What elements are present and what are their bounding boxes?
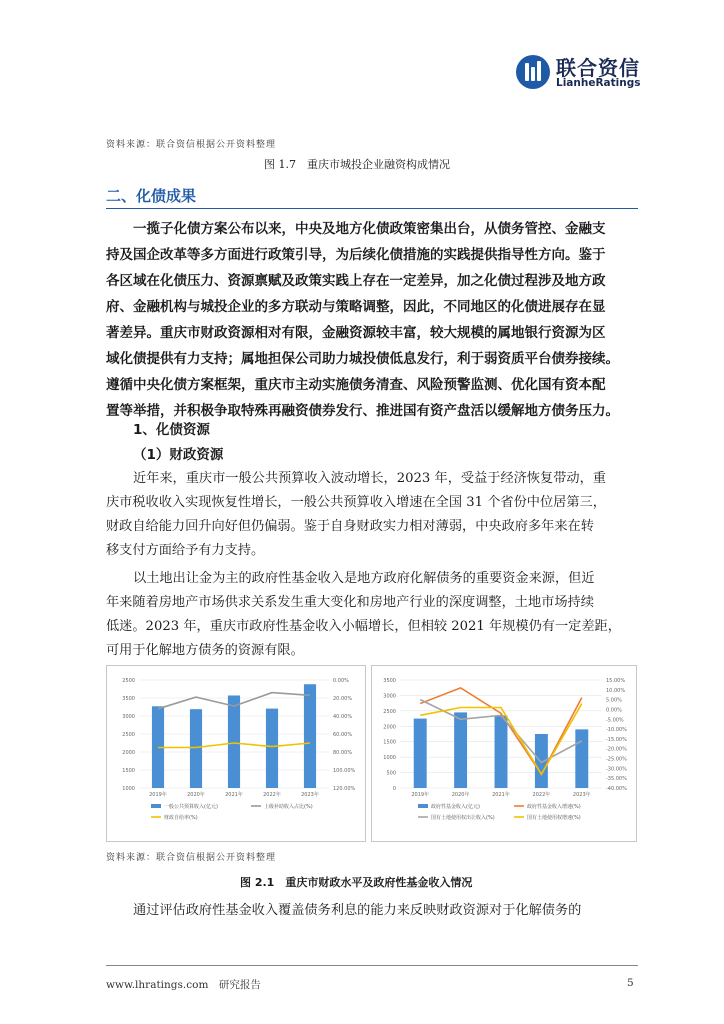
footer-divider bbox=[106, 965, 638, 966]
x-tick-label: 2021年 bbox=[225, 792, 243, 798]
y2-tick-label: 0.00% bbox=[333, 678, 349, 684]
summary-line: 域化债提供有力支持；属地担保公司助力城投债低息发行，利于弱资质平台债券接续。 bbox=[106, 351, 619, 367]
summary-line: 府、金融机构与城投企业的多方联动与策略调整，因此，不同地区的化债进展存在显 bbox=[106, 299, 606, 315]
chart-fund-revenue-svg bbox=[372, 666, 636, 841]
figure-caption-2-1: 图 2.1 重庆市财政水平及政府性基金收入情况 bbox=[240, 876, 473, 889]
y-tick-label: 3000 bbox=[122, 714, 135, 720]
y2-tick-label: 100.00% bbox=[333, 768, 356, 774]
y-tick-label: 2000 bbox=[383, 724, 396, 731]
body-line: 移支付方面给予有力支持。 bbox=[106, 543, 265, 558]
body-line: 年来随着房地产市场供求关系发生重大变化和房地产行业的深度调整，土地市场持续 bbox=[106, 595, 594, 610]
y-tick-label: 2500 bbox=[122, 732, 135, 738]
x-tick-label: 2022年 bbox=[532, 792, 551, 798]
bar bbox=[228, 695, 240, 788]
x-tick-label: 2021年 bbox=[492, 792, 510, 798]
body-line: 财政自给能力回升向好但仍偏弱。鉴于自身财政实力相对薄弱，中央政府多年来在转 bbox=[106, 519, 594, 534]
bar bbox=[190, 709, 202, 788]
x-tick-label: 2023年 bbox=[301, 792, 319, 798]
y2-tick-label: 5.00% bbox=[606, 697, 622, 704]
chart-fund-revenue bbox=[371, 665, 637, 842]
section-divider bbox=[106, 208, 638, 209]
y-tick-label: 500 bbox=[386, 770, 396, 777]
fiscal-paragraph-2 bbox=[106, 567, 638, 663]
body-line: 近年来，重庆市一般公共预算收入波动增长，2023 年，受益于经济恢复带动，重 bbox=[133, 471, 606, 486]
bar bbox=[304, 684, 316, 788]
y-tick-label: 2500 bbox=[383, 708, 396, 715]
y-tick-label: 1500 bbox=[383, 739, 396, 746]
y2-tick-label: 10.00% bbox=[606, 687, 626, 694]
source-note-top: 资料来源：联合资信根据公开资料整理 bbox=[106, 140, 277, 150]
y-tick-label: 2000 bbox=[122, 750, 135, 756]
legend-swatch bbox=[418, 804, 428, 808]
legend-label: 政府性基金收入增速(%) bbox=[527, 804, 581, 810]
company-logo bbox=[516, 52, 646, 94]
x-tick-label: 2022年 bbox=[263, 792, 281, 798]
y2-tick-label: -5.00% bbox=[606, 717, 624, 724]
legend-label: 国有土地使用权增速(%) bbox=[527, 815, 581, 821]
subheading-fiscal: （1）财政资源 bbox=[133, 447, 224, 463]
y2-tick-label: 40.00% bbox=[333, 714, 353, 720]
chart-fiscal-revenue-svg bbox=[107, 666, 365, 841]
y-tick-label: 1500 bbox=[122, 768, 135, 774]
y2-tick-label: -25.00% bbox=[606, 756, 627, 763]
summary-line: 著差异。重庆市财政资源相对有限，金融资源较丰富，较大规模的属地银行资源为区 bbox=[106, 325, 606, 341]
section-heading: 二、化债成果 bbox=[106, 187, 197, 205]
logo-cn-text: 联合资信 bbox=[556, 56, 640, 80]
legend-label: 上级补助收入占比(%) bbox=[264, 804, 313, 810]
summary-line: 持及国企改革等多方面进行政策引导，为后续化债措施的实践提供指导性方向。鉴于 bbox=[106, 247, 606, 263]
y2-tick-label: -15.00% bbox=[606, 736, 627, 743]
summary-line: 一揽子化债方案公布以来，中央及地方化债政策密集出台，从债务管控、金融支 bbox=[133, 221, 606, 237]
body-line: 低迷。2023 年，重庆市政府性基金收入小幅增长，但相较 2021 年规模仍有一定差距， bbox=[106, 619, 621, 634]
y2-tick-label: 0.00% bbox=[606, 707, 622, 714]
legend-swatch bbox=[151, 804, 161, 808]
legend-label: 国有土地使用权出让收入(%) bbox=[431, 815, 495, 821]
y-tick-label: 2500 bbox=[122, 678, 135, 684]
bar bbox=[454, 712, 467, 788]
fiscal-paragraph-1 bbox=[106, 467, 638, 563]
y2-tick-label: -35.00% bbox=[606, 776, 627, 783]
subheading-resources: 1、化债资源 bbox=[133, 422, 210, 438]
bar bbox=[495, 715, 508, 788]
bar bbox=[266, 709, 278, 788]
y2-tick-label: 80.00% bbox=[333, 750, 353, 756]
chart-fiscal-revenue bbox=[106, 665, 366, 842]
y2-tick-label: -40.00% bbox=[606, 786, 627, 792]
legend-label: 财政自给率(%) bbox=[164, 815, 198, 821]
y2-tick-label: 20.00% bbox=[333, 696, 353, 702]
body-line: 庆市税收收入实现恢复性增长，一般公共预算收入增速在全国 31 个省份中位居第三， bbox=[106, 495, 606, 510]
footer-site: www.lhratings.com 研究报告 bbox=[106, 979, 261, 991]
summary-line: 遵循中央化债方案框架，重庆市主动实施债务清查、风险预警监测、优化国有资本配 bbox=[106, 377, 606, 393]
y-tick-label: 0 bbox=[392, 786, 396, 792]
source-note-bottom: 资料来源：联合资信根据公开资料整理 bbox=[106, 853, 277, 863]
y2-tick-label: 120.00% bbox=[333, 786, 356, 792]
y-tick-label: 3000 bbox=[383, 693, 396, 700]
figure-caption-1-7: 图 1.7 重庆市城投企业融资构成情况 bbox=[264, 158, 450, 171]
y2-tick-label: 60.00% bbox=[333, 732, 353, 738]
summary-line: 置等举措，并积极争取特殊再融资债券发行、推进国有资产盘活以缓解地方债务压力。 bbox=[106, 403, 619, 419]
x-tick-label: 2023年 bbox=[572, 792, 591, 798]
y-tick-label: 1000 bbox=[122, 786, 135, 792]
bar bbox=[535, 734, 548, 788]
logo-en-text: LianheRatings bbox=[556, 77, 641, 89]
body-line: 以土地出让金为主的政府性基金收入是地方政府化解债务的重要资金来源，但近 bbox=[133, 571, 595, 586]
body-line: 可用于化解地方债务的资源有限。 bbox=[106, 643, 304, 658]
y2-tick-label: 15.00% bbox=[606, 678, 626, 684]
legend-label: 政府性基金收入(亿元) bbox=[431, 804, 480, 810]
body-line-trailing: 通过评估政府性基金收入覆盖债务利息的能力来反映财政资源对于化解债务的 bbox=[133, 903, 582, 918]
x-tick-label: 2019年 bbox=[149, 792, 167, 798]
bar bbox=[575, 729, 588, 788]
summary-paragraph bbox=[106, 216, 638, 424]
y2-tick-label: -20.00% bbox=[606, 746, 627, 753]
x-tick-label: 2020年 bbox=[187, 792, 205, 798]
y-tick-label: 1000 bbox=[383, 755, 396, 762]
bar bbox=[414, 719, 427, 788]
y-tick-label: 3500 bbox=[383, 678, 396, 684]
y2-tick-label: -10.00% bbox=[606, 727, 627, 734]
logo-mark-icon bbox=[516, 55, 550, 89]
legend-label: 一般公共预算收入(亿元) bbox=[164, 804, 218, 810]
x-tick-label: 2020年 bbox=[451, 792, 470, 798]
y-tick-label: 3500 bbox=[122, 696, 135, 702]
summary-line: 各区域在化债压力、资源禀赋及政策实践上存在一定差异，加之化债过程涉及地方政 bbox=[106, 273, 606, 289]
x-tick-label: 2019年 bbox=[411, 792, 430, 798]
page-number: 5 bbox=[627, 977, 634, 989]
y2-tick-label: -30.00% bbox=[606, 766, 627, 773]
